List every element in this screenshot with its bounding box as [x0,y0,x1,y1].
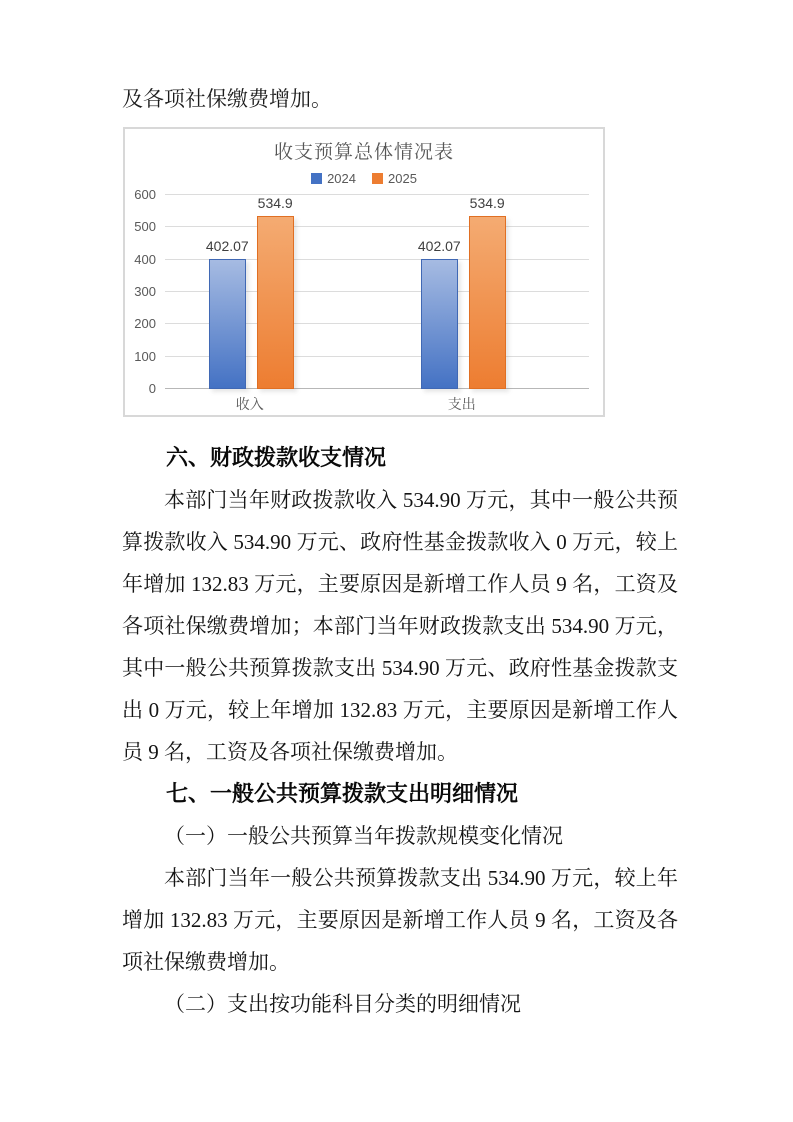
section-heading-6: 六、财政拨款收支情况 [166,445,387,470]
y-tick-200: 200 [134,316,156,332]
y-tick-300: 300 [134,284,156,299]
legend-label-2024: 2024 [327,171,356,186]
legend-label-2025: 2025 [388,171,417,186]
barwrap-2025-支出 [469,195,506,389]
bar-2024-支出 [421,259,458,389]
x-category-label-支出: 支出 [447,396,476,412]
bar-2025-支出 [469,216,506,389]
y-tick-0: 0 [148,381,156,396]
paragraph-continuation-line: 及各项社保缴费增加。 [122,87,332,111]
chart-plot-area [134,187,589,412]
y-tick-600: 600 [134,187,156,202]
bar-group-支出 [377,195,547,389]
y-tick-500: 500 [134,219,156,235]
data-label-2025-收入: 534.9 [257,195,293,212]
y-tick-100: 100 [134,348,156,364]
data-label-2024-支出: 402.07 [417,238,461,254]
section7-1-paragraph: 本部门当年一般公共预算拨款支出 534.90 万元，较上年增加 132.83 万元，主要原因是新增工作人员 9 名，工资及各项社保缴费增加。 [122,866,678,974]
barwrap-2024-支出 [418,195,461,389]
legend-swatch-2024 [311,173,322,184]
chart-legend [125,171,603,186]
data-label-2024-收入: 402.07 [205,238,249,254]
section6-paragraph: 本部门当年财政拨款收入 534.90 万元，其中一般公共预算拨款收入 534.90 万元、政府性基金拨款收入 0 万元，较上年增加 132.83 万元，主要原因是新增工作人员 9 名，工资及各项社保缴费增加；本部门当年财政拨款支出 534.90 万元，其中一般公共预算拨款支出 534.90 万元、政府性基金拨款支出 0 万元，较上年增加 132.83 万元，主要原因是新增工作人员 9 名，工资及各项社保缴费增加。 [122,488,678,764]
barwrap-2025-收入 [257,195,294,389]
bar-2024-收入 [209,259,246,389]
budget-overview-chart [123,127,605,417]
page-content [122,78,678,1025]
x-category-label-收入: 收入 [235,396,264,412]
barwrap-2024-收入 [206,195,249,389]
bar-2025-收入 [257,216,294,389]
y-tick-400: 400 [134,251,156,267]
data-label-2025-支出: 534.9 [469,195,505,212]
subsection-heading-7-2: （二）支出按功能科目分类的明细情况 [164,992,521,1016]
section-heading-7: 七、一般公共预算拨款支出明细情况 [166,781,519,806]
legend-item-2025 [372,171,417,186]
chart-title: 收支预算总体情况表 [273,142,454,163]
subsection-heading-7-1: （一）一般公共预算当年拨款规模变化情况 [164,824,563,848]
legend-swatch-2025 [372,173,383,184]
bar-group-收入 [165,195,335,389]
legend-item-2024 [311,171,356,186]
